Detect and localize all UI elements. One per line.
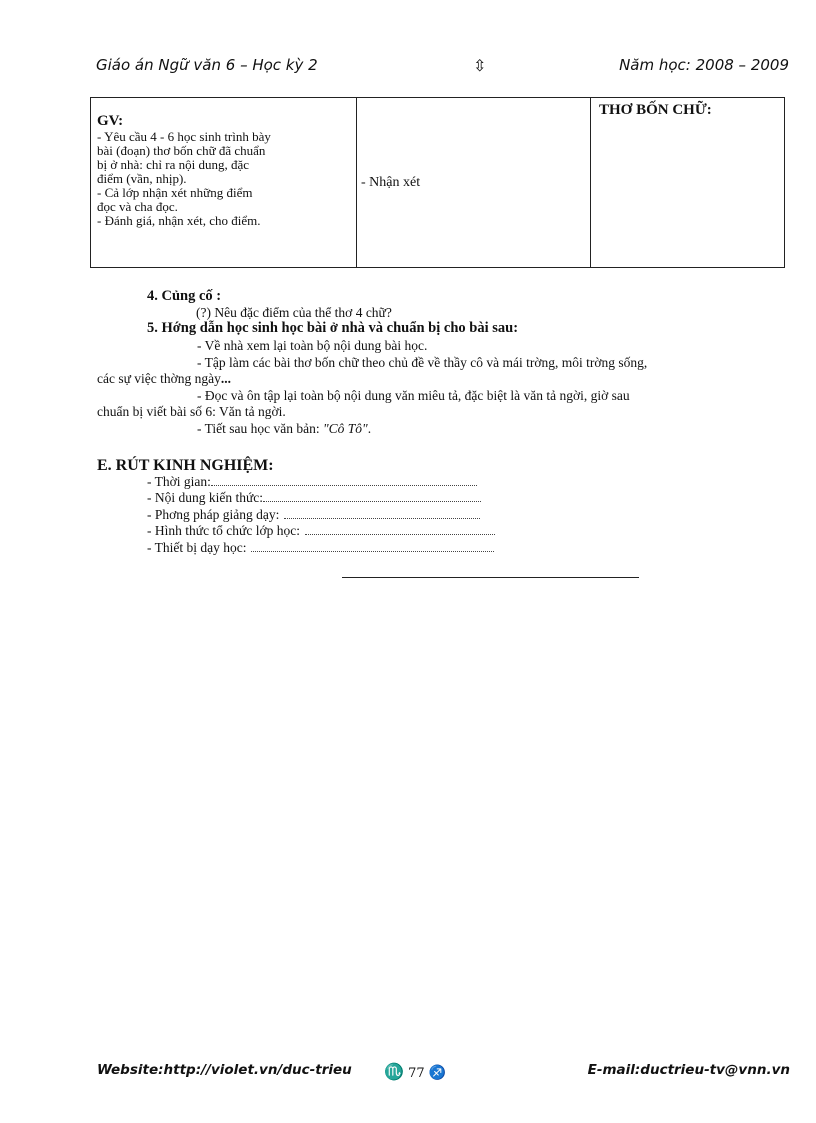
footer-email: E-mail:ductrieu-tv@vnn.vn [587,1062,790,1078]
virgo-icon: ♏ [384,1062,404,1081]
fill-line [305,524,495,535]
experience-title: E. RÚT KINH NGHIỆM: [97,457,274,474]
experience-item [147,490,481,506]
sagittarius-icon: ♐ [428,1065,447,1081]
experience-label: - Nội dung kiến thức: [147,490,264,505]
next-lesson-title: "Cô Tô" [323,421,368,436]
experience-item [147,507,480,523]
teacher-line: bài (đoạn) thơ bốn chữ đã chuẩn [97,143,266,158]
teacher-heading: GV: [97,113,124,129]
header-symbol-icon: ⇳ [473,56,487,75]
student-activity-text: - Nhận xét [361,174,421,190]
experience-label: - Phơng pháp giảng dạy: [147,507,280,522]
homework-item-continued [97,371,231,387]
homework-text: các sự việc thờng ngày [97,371,221,386]
experience-label: - Hình thức tổ chức lớp học: [147,523,300,538]
teacher-line: bị ở nhà: chỉ ra nội dung, đặc [97,157,250,172]
teacher-line: - Đánh giá, nhận xét, cho điểm. [97,213,261,228]
header-title: Giáo án Ngữ văn 6 – Học kỳ 2 [96,56,318,74]
section-divider [342,577,639,578]
page-number: 77 [408,1066,425,1081]
teacher-activity-cell [91,98,357,268]
fill-line [284,508,480,519]
ellipsis: ... [220,371,232,386]
student-activity-cell [357,98,591,268]
homework-item [197,421,371,437]
content-heading: THƠ BỐN CHỮ: [599,102,712,118]
header-school-year: Năm học: 2008 – 2009 [619,56,789,74]
teacher-line: - Yêu cầu 4 - 6 học sinh trình bày [97,129,271,144]
experience-label: - Thời gian: [147,474,211,489]
activity-table [90,97,785,268]
footer-page-number [384,1062,446,1081]
homework-item: - Về nhà xem lại toàn bộ nội dung bài học. [197,338,428,353]
teacher-line: đọc và cha đọc. [97,199,178,214]
homework-item: - Đọc và ôn tập lại toàn bộ nội dung văn miêu tả, đặc biệt là văn tả ngời, giờ sau [197,388,630,403]
homework-item-continued: chuẩn bị viết bài số 6: Văn tả ngời. [97,404,286,419]
content-cell [591,98,785,268]
experience-item [147,540,494,556]
footer-website: Website:http://violet.vn/duc-trieu [97,1062,352,1078]
table-row [91,98,785,268]
fill-line [211,475,477,486]
consolidation-question: (?) Nêu đặc điểm của thể thơ 4 chữ? [196,305,392,320]
fill-line [263,491,481,502]
homework-item: - Tập làm các bài thơ bốn chữ theo chủ đề về thầy cô và mái trờng, môi trờng sống, [197,355,648,370]
experience-item [147,523,495,539]
experience-item [147,474,477,490]
teacher-line: điểm (vần, nhịp). [97,171,187,186]
fill-line [251,541,494,552]
homework-text: - Tiết sau học văn bản: [197,421,323,436]
homework-title: 5. Hớng dẫn học sinh học bài ở nhà và chuẩn bị cho bài sau: [147,320,519,336]
homework-text: . [367,421,372,436]
consolidation-title: 4. Củng cố : [147,288,222,304]
teacher-line: - Cả lớp nhận xét những điểm [97,185,253,200]
experience-label: - Thiết bị dạy học: [147,540,247,555]
